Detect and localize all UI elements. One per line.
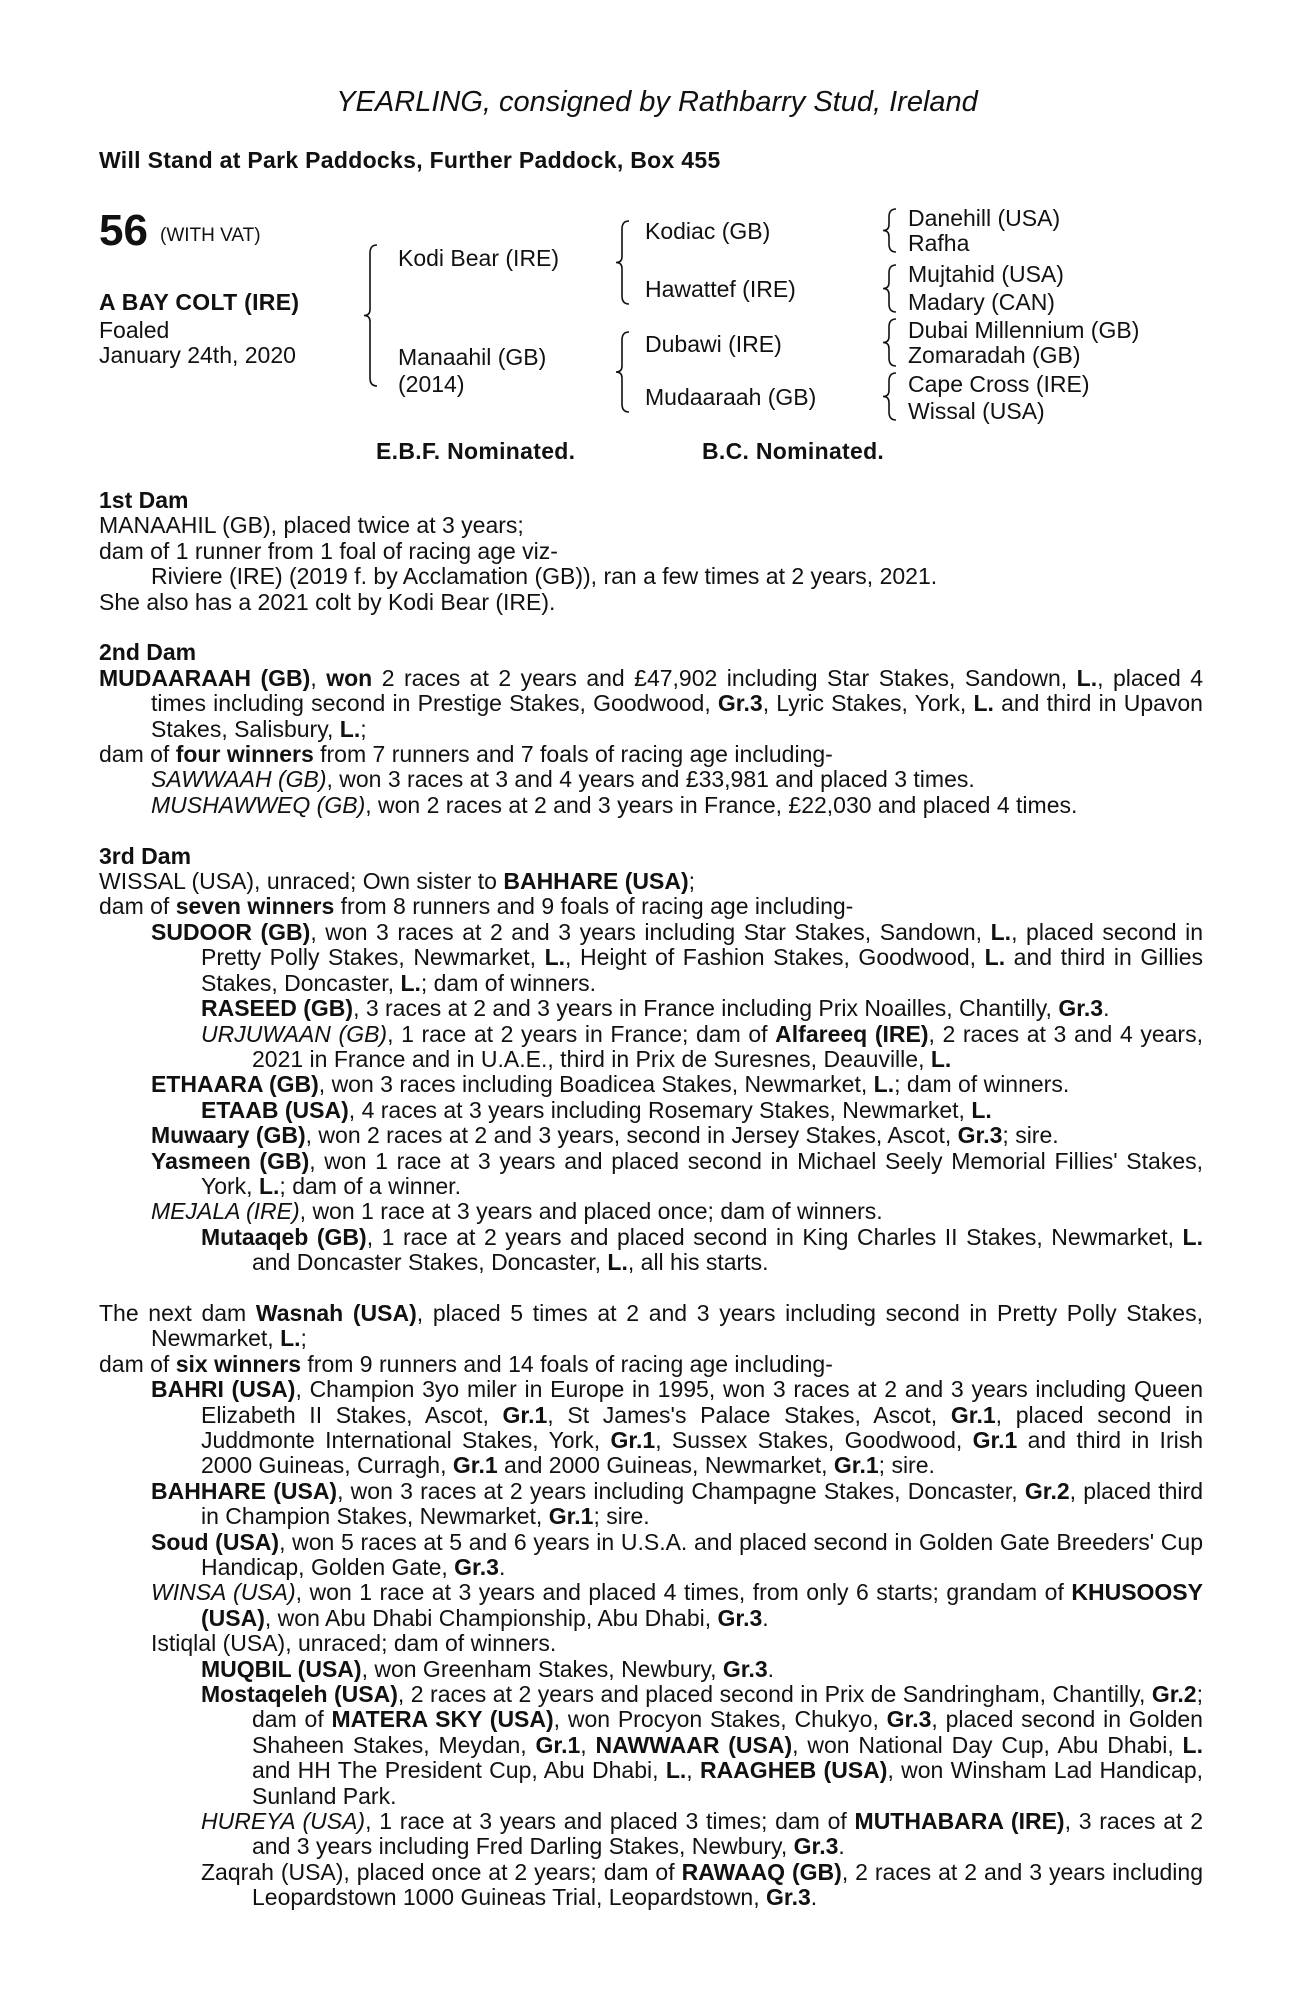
stand-location: Will Stand at Park Paddocks, Further Paddock, Box 455 (99, 147, 721, 173)
bold-text: Gr.3 (957, 1122, 1003, 1149)
text: MANAAHIL (GB), placed twice at 3 years; (99, 512, 524, 539)
text: from 8 runners and 9 foals of racing age including- (334, 893, 854, 920)
text: dam of 1 runner from 1 foal of racing age viz- (99, 537, 558, 564)
bracket-icon (883, 319, 896, 366)
sire: Kodi Bear (IRE) (398, 245, 560, 271)
bold-text: four winners (175, 741, 314, 768)
text: , won 3 races including Boadicea Stakes, Newmarket, (318, 1071, 874, 1098)
catalogue-title: YEARLING, consigned by Rathbarry Stud, Ireland (336, 86, 978, 118)
dam-section (99, 640, 1203, 818)
text: , won 3 races at 2 and 3 years including Star Stakes, Sandown, (310, 918, 991, 945)
bold-text: L. (973, 690, 994, 717)
produce-record (99, 1199, 1203, 1224)
produce-record (99, 869, 1203, 894)
bold-text: ETHAARA (GB) (151, 1071, 319, 1098)
text: . (762, 1604, 769, 1631)
dam-section (99, 844, 1203, 1276)
text: Istiqlal (USA), unraced; dam of winners. (151, 1630, 557, 1657)
bold-text: Gr.1 (833, 1452, 879, 1479)
bold-text: Gr.1 (610, 1426, 656, 1453)
produce-record (99, 996, 1203, 1021)
text: , all his starts. (627, 1249, 769, 1276)
text: , (580, 1731, 596, 1758)
produce-record (99, 590, 1203, 615)
produce-record (99, 1657, 1203, 1682)
produce-record (99, 1809, 1203, 1860)
text: , won 2 races at 2 and 3 years, second in Jersey Stakes, Ascot, (305, 1122, 958, 1149)
text: , won Greenham Stakes, Newbury, (361, 1655, 723, 1682)
bold-text: ETAAB (USA) (201, 1096, 349, 1123)
text: , won Procyon Stakes, Chukyo, (553, 1706, 887, 1733)
bold-text: MUTHABARA (IRE) (854, 1808, 1065, 1835)
bold-text: Mutaaqeb (GB) (201, 1223, 367, 1250)
text: Riviere (IRE) (2019 f. by Acclamation (GB)), ran a few times at 2 years, 2021. (151, 563, 938, 590)
italic-text: MUSHAWWEQ (GB) (151, 791, 366, 818)
bold-text: six winners (175, 1350, 301, 1377)
text: . (810, 1884, 818, 1911)
text: ; sire. (1002, 1122, 1059, 1149)
great-grandparent: Rafha (908, 230, 970, 256)
foaled-label: Foaled (99, 317, 170, 343)
text: dam of (99, 1350, 176, 1377)
text: and third in Gillies Stakes, Doncaster, (201, 944, 1203, 996)
bold-text: Gr.1 (950, 1401, 996, 1428)
bold-text: Gr.1 (452, 1452, 498, 1479)
text: WISSAL (USA), unraced; Own sister to (99, 868, 504, 895)
bc-nomination: B.C. Nominated. (702, 438, 885, 464)
produce-record (99, 1225, 1203, 1276)
bold-text: Wasnah (USA) (255, 1299, 417, 1326)
text: , Champion 3yo miler in Europe in 1995, won 3 races at 2 and 3 years including Queen Elizabeth II Stakes, Ascot, (201, 1376, 1204, 1428)
text: and HH The President Cup, Abu Dhabi, (252, 1757, 666, 1784)
text: and third in Upavon Stakes, Salisbury, (151, 690, 1203, 742)
bold-text: Gr.2 (1151, 1681, 1197, 1708)
bold-text: L. (1182, 1731, 1203, 1758)
bold-text: L. (400, 969, 421, 996)
dam-sire: Dubawi (IRE) (645, 331, 782, 357)
text: , won 5 races at 5 and 6 years in U.S.A. and placed second in Golden Gate Breeders' Cup Handicap, Golden Gate, (201, 1528, 1203, 1581)
great-grandparent: Dubai Millennium (GB) (908, 317, 1140, 343)
text: ; dam of a winner. (279, 1172, 461, 1199)
produce-record (99, 1377, 1203, 1479)
text: , won 3 races at 2 years including Champagne Stakes, Doncaster, (337, 1477, 1025, 1504)
text: , 2 races at 2 and 3 years including Leopardstown 1000 Guineas Trial, Leopardstown, (252, 1858, 1203, 1911)
bold-text: Gr.3 (766, 1884, 811, 1911)
produce-record (99, 666, 1203, 742)
dam-year: (2014) (398, 371, 465, 397)
produce-record (99, 1631, 1203, 1656)
bold-text: Mostaqeleh (USA) (201, 1681, 398, 1708)
bold-text: L. (665, 1757, 687, 1784)
bracket-icon (883, 265, 896, 312)
text: , won Abu Dhabi Championship, Abu Dhabi, (264, 1604, 718, 1631)
text: dam of (99, 893, 176, 920)
produce-record (99, 1149, 1203, 1200)
dam-section (99, 1301, 1203, 1911)
great-grandparent: Mujtahid (USA) (908, 261, 1064, 287)
bold-text: Gr.3 (717, 690, 763, 717)
bold-text: L. (258, 1172, 280, 1199)
bold-text: L. (607, 1249, 628, 1276)
text: , placed second in Golden Shaheen Stakes, Meydan, (252, 1706, 1203, 1758)
bold-text: MATERA SKY (USA) (331, 1706, 554, 1733)
bold-text: RAAGHEB (USA) (699, 1757, 888, 1784)
bold-text: Yasmeen (GB) (151, 1147, 310, 1174)
text: , Sussex Stakes, Goodwood, (655, 1426, 973, 1453)
produce-record (99, 1530, 1203, 1581)
produce-record (99, 894, 1203, 919)
text: , won 1 race at 3 years and placed second in Michael Seely Memorial Fillies' Stakes, York, (201, 1147, 1204, 1199)
text: ; sire. (878, 1452, 935, 1479)
text: , placed second in Juddmonte International Stakes, York, (201, 1401, 1203, 1453)
text: ; (300, 1325, 307, 1352)
italic-text: URJUWAAN (GB) (201, 1020, 388, 1047)
text: from 7 runners and 7 foals of racing age including- (313, 741, 833, 768)
section-heading: 2nd Dam (99, 639, 197, 666)
bold-text: Muwaary (GB) (151, 1122, 306, 1149)
produce-record (99, 1479, 1203, 1530)
text: She also has a 2021 colt by Kodi Bear (IRE). (99, 588, 556, 615)
bold-text: L. (984, 944, 1006, 971)
text: , won 3 races at 3 and 4 years and £33,981 and placed 3 times. (326, 766, 975, 793)
text: , 2 races at 2 years and placed second in Prix de Sandringham, Chantilly, (397, 1681, 1152, 1708)
bold-text: Gr.3 (886, 1706, 932, 1733)
bold-text: Gr.1 (502, 1401, 548, 1428)
text: and Doncaster Stakes, Doncaster, (252, 1249, 608, 1276)
bold-text: SUDOOR (GB) (151, 918, 311, 945)
bold-text: L. (971, 1096, 992, 1123)
text: , Height of Fashion Stakes, Goodwood, (565, 944, 985, 971)
text: , (310, 664, 327, 691)
text: ; sire. (593, 1503, 650, 1530)
bracket-icon (364, 245, 377, 386)
lot-number: 56 (99, 206, 148, 255)
produce-record (99, 742, 1203, 767)
text: and 2000 Guineas, Newmarket, (497, 1452, 834, 1479)
text: , (686, 1757, 700, 1784)
text: , Lyric Stakes, York, (762, 690, 974, 717)
produce-record (99, 1682, 1203, 1809)
italic-text: WINSA (USA) (151, 1579, 296, 1606)
text: , won 2 races at 2 and 3 years in France, £22,030 and placed 4 times. (365, 791, 1078, 818)
text: , 1 race at 2 years and placed second in King Charles II Stakes, Newmarket, (366, 1223, 1183, 1250)
great-grandparent: Danehill (USA) (908, 205, 1061, 231)
bold-text: seven winners (175, 893, 335, 920)
produce-record (99, 1022, 1203, 1073)
produce-record (99, 920, 1203, 996)
produce-record (99, 1580, 1203, 1631)
bold-text: MUDAARAAH (GB) (99, 664, 311, 691)
text: ; dam of (252, 1681, 1203, 1733)
dam-section (99, 488, 1203, 615)
bold-text: L. (339, 715, 361, 742)
text: dam of (99, 741, 176, 768)
text: , 3 races at 2 and 3 years in France including Prix Noailles, Chantilly, (353, 995, 1059, 1022)
bold-text: Gr.3 (454, 1554, 499, 1581)
text: , won 1 race at 3 years and placed 4 times, from only 6 starts; grandam of (295, 1579, 1072, 1606)
text: from 9 runners and 14 foals of racing age including- (301, 1350, 833, 1377)
bold-text: L. (1182, 1223, 1203, 1250)
text: , 3 races at 2 and 3 years including Fred Darling Stakes, Newbury, (252, 1808, 1203, 1860)
bold-text: L. (930, 1045, 952, 1072)
bracket-icon (616, 221, 629, 304)
bold-text: BAHHARE (USA) (151, 1477, 338, 1504)
bracket-icon (883, 373, 896, 420)
produce-record (99, 1860, 1203, 1911)
produce-record (99, 1123, 1203, 1148)
italic-text: SAWWAAH (GB) (151, 766, 327, 793)
produce-record (99, 1098, 1203, 1123)
produce-record (99, 767, 1203, 792)
bold-text: L. (544, 944, 566, 971)
bracket-icon (616, 332, 629, 412)
great-grandparent: Madary (CAN) (908, 289, 1055, 315)
dam: Manaahil (GB) (398, 344, 547, 370)
text: The next dam (99, 1299, 256, 1326)
text: . (498, 1554, 506, 1581)
produce-record (99, 1072, 1203, 1097)
bold-text: L. (873, 1071, 895, 1098)
text: . (1103, 995, 1110, 1022)
bold-text: Gr.3 (722, 1655, 768, 1682)
bold-text: Soud (USA) (151, 1528, 280, 1555)
italic-text: HUREYA (USA) (201, 1808, 366, 1835)
section-heading: 1st Dam (99, 487, 189, 513)
produce-record (99, 1301, 1203, 1352)
text: ; dam of winners. (894, 1071, 1070, 1098)
bold-text: Gr.3 (1058, 995, 1104, 1022)
text: Zaqrah (USA), placed once at 2 years; dam of (201, 1858, 682, 1885)
ebf-nomination: E.B.F. Nominated. (376, 438, 576, 464)
text: , placed third in Champion Stakes, Newmarket, (201, 1477, 1203, 1530)
produce-record (99, 513, 1203, 538)
bold-text: won (326, 664, 373, 691)
bold-text: Alfareeq (IRE) (775, 1020, 929, 1047)
text: , placed 4 times including second in Prestige Stakes, Goodwood, (151, 664, 1204, 717)
text: . (767, 1655, 775, 1682)
produce-record (99, 539, 1203, 564)
bracket-icon (883, 209, 896, 252)
produce-record (99, 793, 1203, 818)
bold-text: Gr.3 (717, 1604, 763, 1631)
bold-text: Gr.2 (1024, 1477, 1070, 1504)
bold-text: BAHHARE (USA) (503, 868, 689, 895)
pedigree-notes (99, 488, 1203, 1911)
text: . (838, 1833, 845, 1860)
bold-text: NAWWAAR (USA) (595, 1731, 793, 1758)
text: , won 1 race at 3 years and placed once; dam of winners. (299, 1198, 883, 1225)
text: , 2 races at 3 and 4 years, 2021 in France and in U.A.E., third in Prix de Suresnes, Deauville, (252, 1020, 1203, 1072)
italic-text: MEJALA (IRE) (151, 1198, 300, 1225)
bold-text: RASEED (GB) (201, 995, 354, 1022)
bold-text: KHUSOOSY (USA) (201, 1579, 1203, 1631)
produce-record (99, 1352, 1203, 1377)
bold-text: RAWAAQ (GB) (681, 1858, 842, 1885)
bold-text: Gr.1 (548, 1503, 594, 1530)
text: , 4 races at 3 years including Rosemary Stakes, Newmarket, (348, 1096, 972, 1123)
bold-text: Gr.3 (793, 1833, 839, 1860)
text: , St James's Palace Stakes, Ascot, (547, 1401, 951, 1428)
text: ; dam of winners. (420, 969, 597, 996)
text: , won National Day Cup, Abu Dhabi, (792, 1731, 1183, 1758)
bold-text: L. (1076, 664, 1098, 691)
bold-text: Gr.1 (972, 1426, 1018, 1453)
text: ; (688, 868, 696, 895)
text: ; (360, 715, 367, 742)
text: , 1 race at 2 years in France; dam of (387, 1020, 776, 1047)
bold-text: Gr.1 (535, 1731, 581, 1758)
horse-name: A BAY COLT (IRE) (99, 289, 300, 315)
vat-label: (WITH VAT) (160, 225, 261, 246)
text: and third in Irish 2000 Guineas, Curragh, (201, 1426, 1204, 1479)
great-grandparent: Wissal (USA) (908, 398, 1045, 424)
dam-dam: Mudaaraah (GB) (645, 384, 817, 410)
bold-text: BAHRI (USA) (151, 1376, 296, 1403)
produce-record (99, 564, 1203, 589)
text: , placed second in Pretty Polly Stakes, Newmarket, (201, 918, 1203, 971)
great-grandparent: Cape Cross (IRE) (908, 371, 1090, 397)
sire-sire: Kodiac (GB) (645, 218, 771, 244)
text: , won Winsham Lad Handicap, Sunland Park. (252, 1757, 1204, 1809)
bold-text: L. (280, 1325, 301, 1352)
text: , placed 5 times at 2 and 3 years including second in Pretty Polly Stakes, Newmarket, (151, 1299, 1203, 1352)
text: , 1 race at 3 years and placed 3 times; dam of (365, 1808, 855, 1835)
section-heading: 3rd Dam (99, 842, 192, 869)
great-grandparent: Zomaradah (GB) (908, 342, 1081, 368)
text: 2 races at 2 years and £47,902 including Star Stakes, Sandown, (372, 664, 1077, 691)
sire-dam: Hawattef (IRE) (645, 276, 796, 302)
bold-text: MUQBIL (USA) (201, 1655, 362, 1682)
foaled-date: January 24th, 2020 (99, 342, 296, 368)
bold-text: L. (990, 918, 1012, 945)
